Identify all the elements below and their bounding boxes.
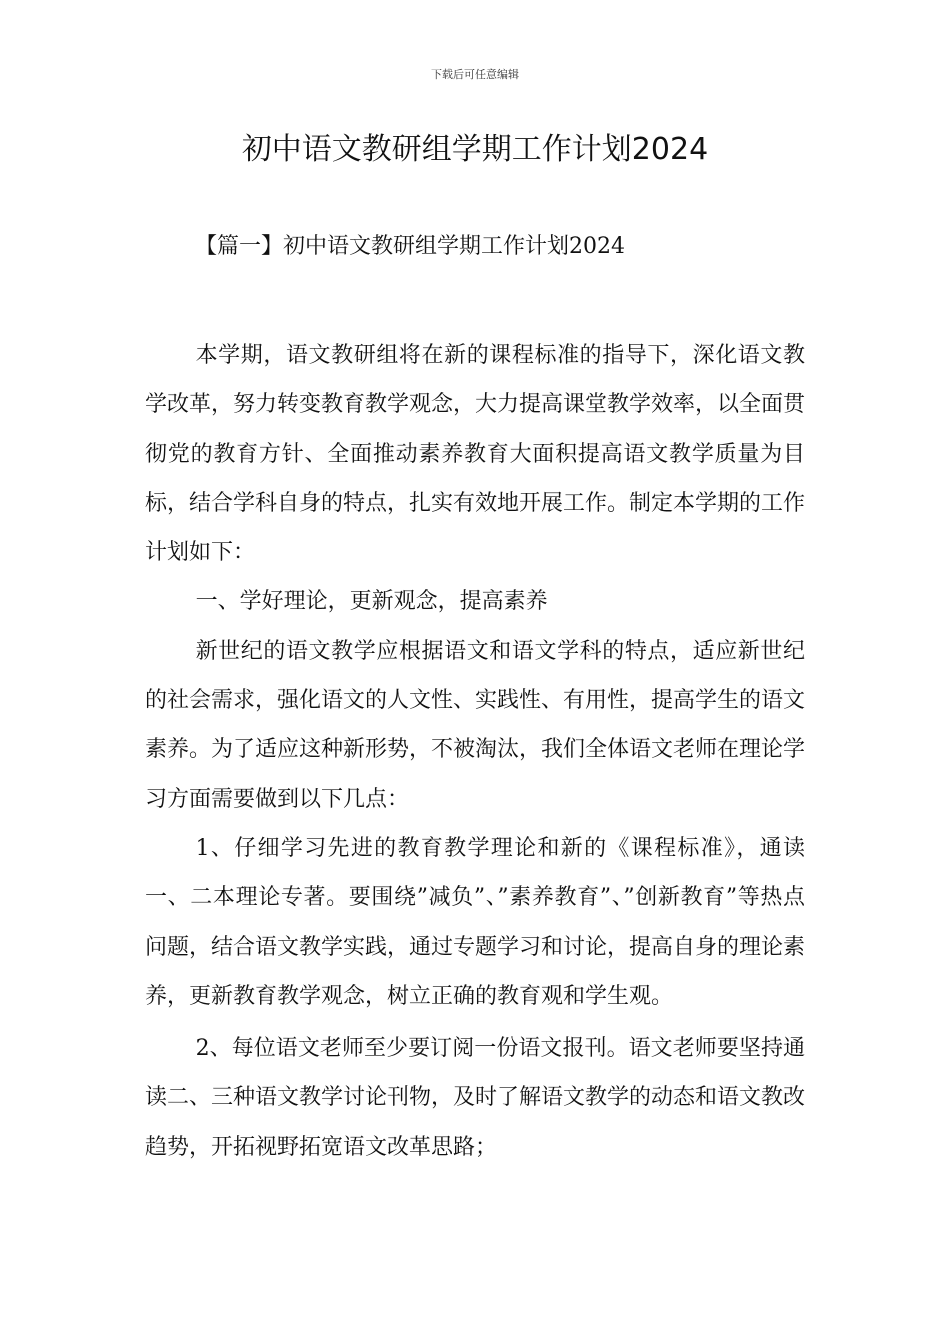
- paragraph-intro: 本学期，语文教研组将在新的课程标准的指导下，深化语文教学改革，努力转变教育教学观念，大力提高课堂教学效率，以全面贯彻党的教育方针、全面推动素养教育大面积提高语文教学质量为目标，结合学科自身的特点，扎实有效地开展工作。制定本学期的工作计划如下：: [145, 343, 806, 566]
- header-note: 下载后可任意编辑: [431, 68, 519, 81]
- paragraph-theory: 新世纪的语文教学应根据语文和语文学科的特点，适应新世纪的社会需求，强化语文的人文性、实践性、有用性，提高学生的语文素养。为了适应这种新形势，不被淘汰，我们全体语文老师在理论学习方面需要做到以下几点：: [145, 638, 806, 812]
- document-body: [145, 331, 805, 1172]
- section-subtitle: 【篇一】初中语文教研组学期工作计划2024: [195, 234, 625, 259]
- paragraph-heading-1: 一、学好理论，更新观念，提高素养: [195, 589, 548, 615]
- paragraph-item-2: 2、每位语文老师至少要订阅一份语文报刊。语文老师要坚持通读二、三种语文教学讨论刊物，及时了解语文教学的动态和语文教改趋势，开拓视野拓宽语文改革思路；: [145, 1036, 806, 1160]
- document-title: 初中语文教研组学期工作计划2024: [241, 132, 709, 167]
- paragraph-item-1: 1、仔细学习先进的教育教学理论和新的《课程标准》，通读一、二本理论专著。要围绕”减负”、”素养教育”、”创新教育”等热点问题，结合语文教学实践，通过专题学习和讨论，提高自身的理论素养，更新教育教学观念，树立正确的教育观和学生观。: [145, 835, 806, 1009]
